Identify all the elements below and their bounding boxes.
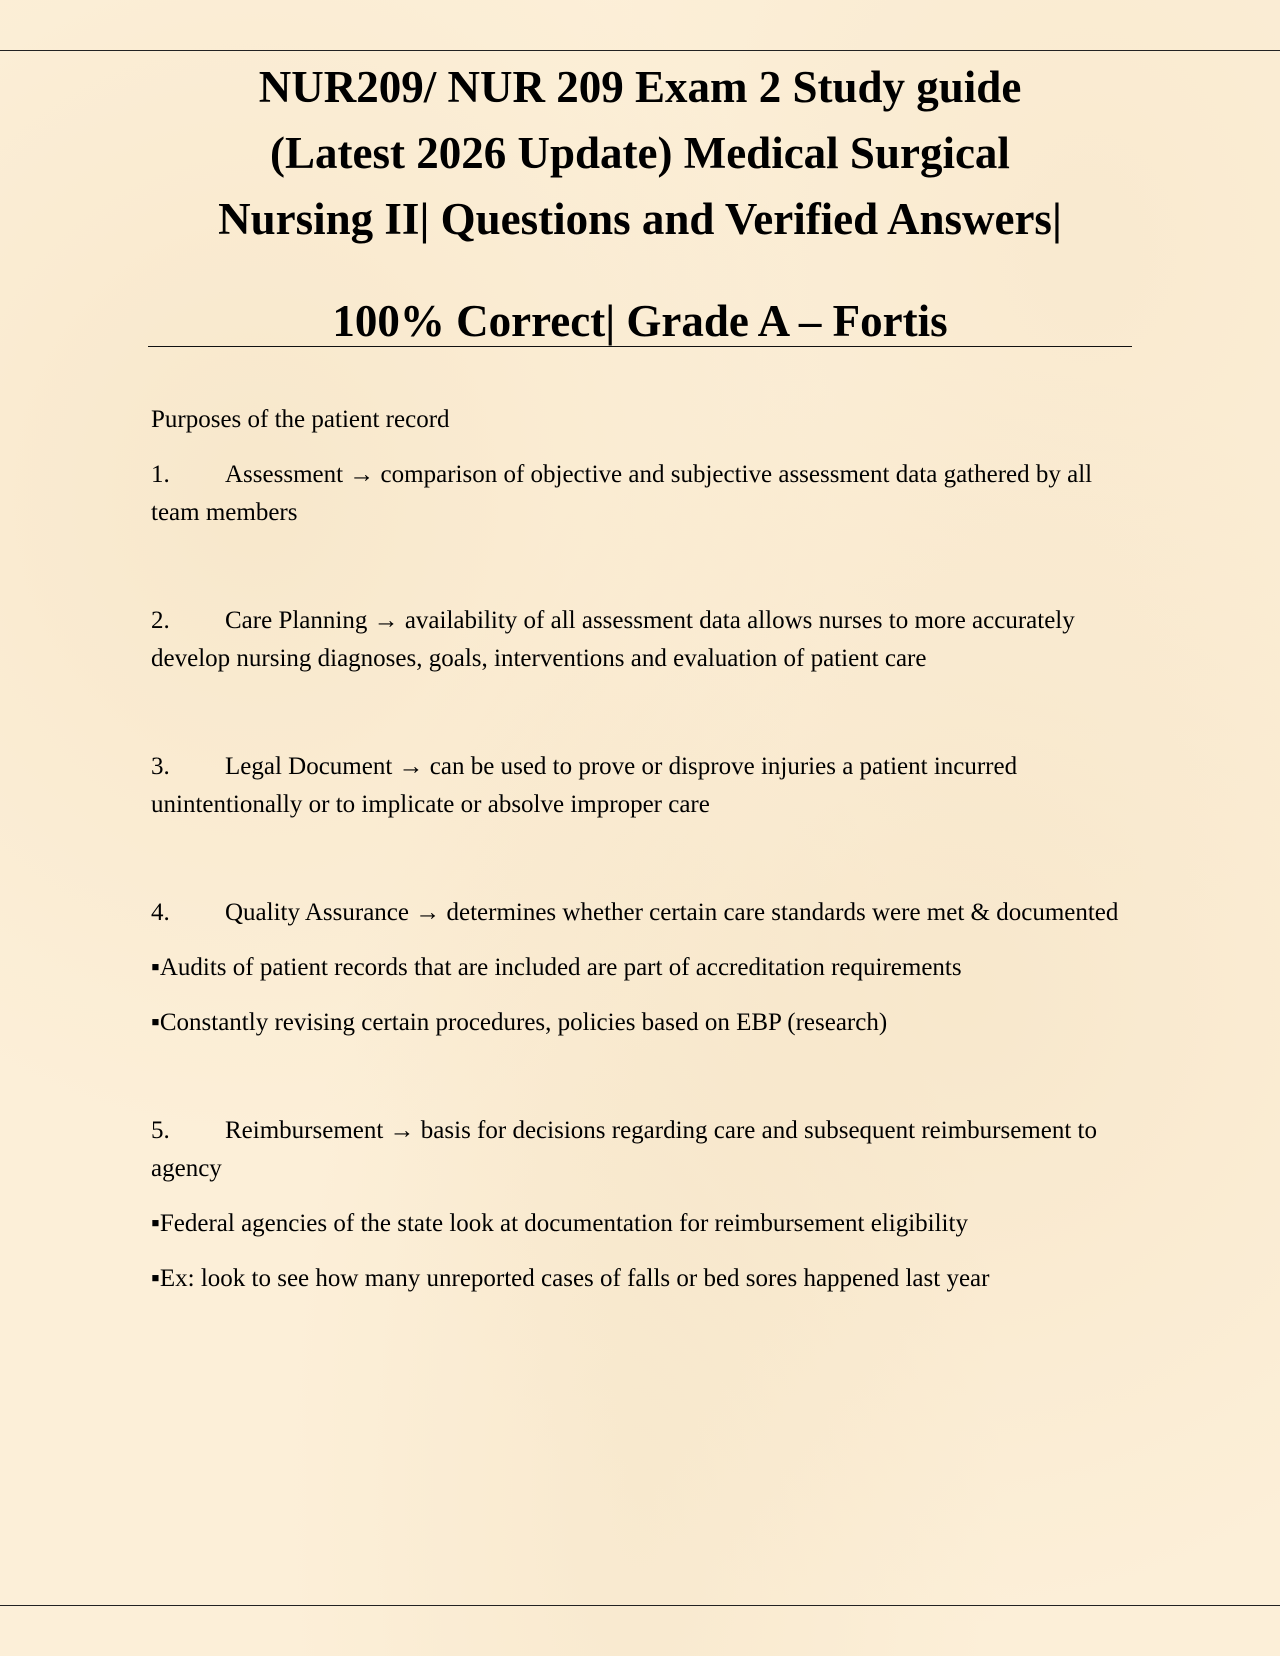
title-line: Nursing II| Questions and Verified Answers| [218,194,1062,244]
paragraph-spacer [151,549,1131,602]
document-body [151,401,1131,1315]
document-title [0,54,1280,252]
item-text: Care Planning → availability of all assessment data allows nurses to more accurately develop nursing diagnoses, goals, interventions and evaluation of patient care [151,607,1075,672]
numbered-item-assessment [151,456,1131,532]
title-line: NUR209/ NUR 209 Exam 2 Study guide [258,62,1022,112]
numbered-item-reimbursement [151,1112,1131,1188]
bullet-item: ▪Audits of patient records that are included are part of accreditation requirements [151,954,962,981]
page-top-rule [0,50,1280,51]
item-text: Legal Document → can be used to prove or disprove injuries a patient incurred unintentionally or to implicate or absolve improper care [151,753,1018,818]
paragraph-spacer [151,695,1131,748]
bullet-item: ▪Ex: look to see how many unreported cases of falls or bed sores happened last year [151,1265,990,1292]
title-underline [148,298,1132,347]
numbered-item-quality-assurance [151,894,1131,932]
item-number: 5. [151,1117,170,1144]
item-text: Reimbursement → basis for decisions regarding care and subsequent reimbursement to agency [151,1117,1097,1182]
numbered-item-legal-document [151,748,1131,824]
item-number: 4. [151,899,170,926]
paragraph-spacer [151,1059,1131,1112]
section-heading: Purposes of the patient record [151,406,450,433]
paragraph-spacer [151,841,1131,894]
title-last-line: 100% Correct| Grade A – Fortis [332,296,948,346]
item-text: Quality Assurance → determines whether certain care standards were met & documented [225,899,1119,926]
bullet-item: ▪Constantly revising certain procedures, policies based on EBP (research) [151,1009,888,1036]
title-line: (Latest 2026 Update) Medical Surgical [270,128,1010,178]
item-number: 3. [151,753,170,780]
bullet-item: ▪Federal agencies of the state look at documentation for reimbursement eligibility [151,1210,968,1237]
page-bottom-rule [0,1605,1280,1606]
item-text: Assessment → comparison of objective and subjective assessment data gathered by all team members [151,461,1093,526]
item-number: 1. [151,461,170,488]
item-number: 2. [151,607,170,634]
numbered-item-care-planning [151,602,1131,678]
